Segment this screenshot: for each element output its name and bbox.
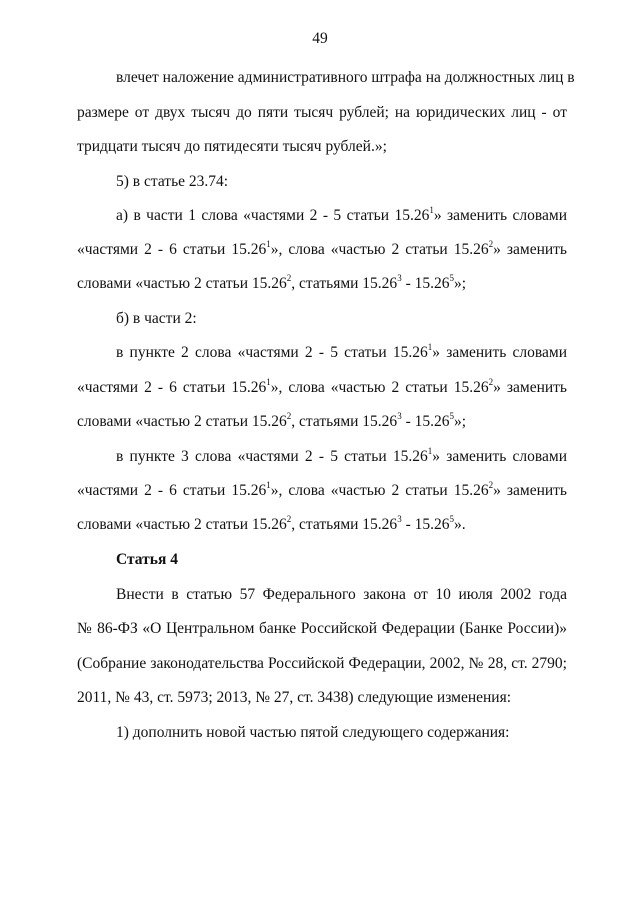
- text-line: б) в части 2:: [116, 310, 197, 327]
- text-line: словами «частью 2 статьи 15.26$^2$, статьями 15.26$^3$ - 15.26$^5$».: [77, 513, 466, 533]
- text-line: словами «частью 2 статьи 15.26$^2$, статьями 15.26$^3$ - 15.26$^5$»;: [77, 410, 467, 430]
- text-line: 5) в статье 23.74:: [116, 173, 229, 190]
- article-heading: Статья 4: [116, 551, 178, 568]
- text-line: влечет наложение административного штрафа на должностных лиц в: [116, 69, 575, 86]
- text-line: в пункте 2 слова «частями 2 - 5 статьи 15.26$^1$» заменить словами: [116, 341, 567, 361]
- text-line: словами «частью 2 статьи 15.26$^2$, статьями 15.26$^3$ - 15.26$^5$»;: [77, 272, 467, 292]
- text-line: размере от двух тысяч до пяти тысяч рублей; на юридических лиц - от: [77, 104, 567, 121]
- page-number: 49: [312, 30, 328, 47]
- text-line: а) в части 1 слова «частями 2 - 5 статьи 15.26$^1$» заменить словами: [116, 204, 567, 224]
- text-line: (Собрание законодательства Российской Федерации, 2002, № 28, ст. 2790;: [77, 655, 567, 672]
- text-line: «частями 2 - 6 статьи 15.26$^1$», слова «частью 2 статьи 15.26$^2$» заменить: [77, 238, 568, 258]
- text-line: 1) дополнить новой частью пятой следующего содержания:: [116, 724, 510, 741]
- text-line: № 86-ФЗ «О Центральном банке Российской Федерации (Банке России)»: [77, 620, 567, 637]
- text-line: 2011, № 43, ст. 5973; 2013, № 27, ст. 3438) следующие изменения:: [77, 689, 512, 706]
- text-line: «частями 2 - 6 статьи 15.26$^1$», слова «частью 2 статьи 15.26$^2$» заменить: [77, 479, 568, 499]
- text-line: Внести в статью 57 Федерального закона от 10 июля 2002 года: [116, 586, 567, 603]
- text-line: «частями 2 - 6 статьи 15.26$^1$», слова «частью 2 статьи 15.26$^2$» заменить: [77, 376, 568, 396]
- text-line: в пункте 3 слова «частями 2 - 5 статьи 15.26$^1$» заменить словами: [116, 445, 567, 465]
- text-line: тридцати тысяч до пятидесяти тысяч рублей.»;: [77, 138, 387, 155]
